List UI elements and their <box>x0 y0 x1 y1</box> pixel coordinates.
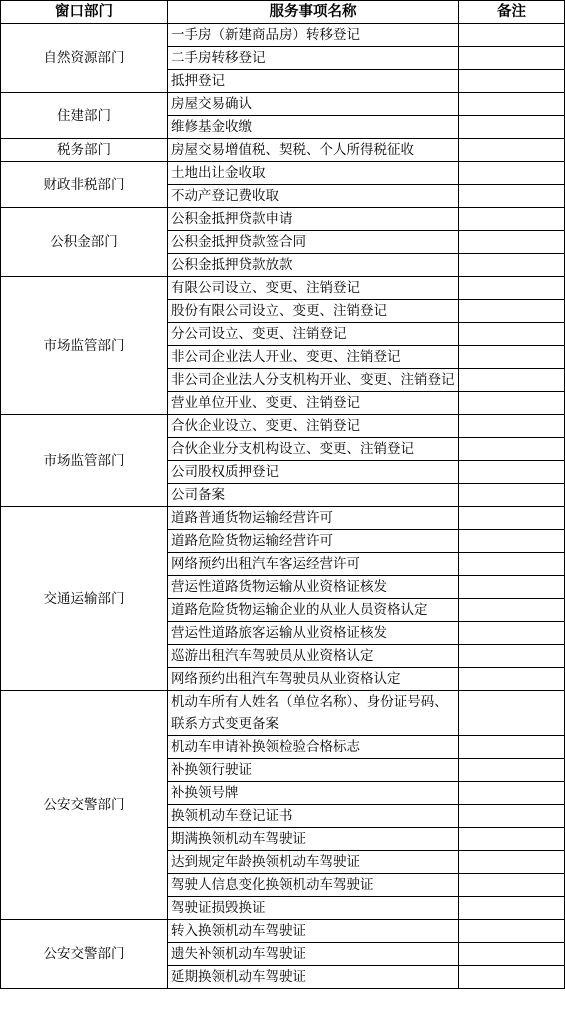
note-cell <box>459 438 565 461</box>
note-cell <box>459 920 565 943</box>
table-row <box>1 920 565 943</box>
table-row <box>1 277 565 300</box>
note-cell <box>459 300 565 323</box>
note-cell <box>459 208 565 231</box>
note-cell <box>459 185 565 208</box>
table-row <box>1 208 565 231</box>
service-cell: 股份有限公司设立、变更、注销登记 <box>168 300 459 323</box>
service-cell: 驾驶人信息变化换领机动车驾驶证 <box>168 874 459 897</box>
service-cell: 公司备案 <box>168 484 459 507</box>
service-cell: 维修基金收缴 <box>168 116 459 139</box>
service-cell: 道路危险货物运输企业的从业人员资格认定 <box>168 599 459 622</box>
service-cell: 遗失补领机动车驾驶证 <box>168 943 459 966</box>
note-cell <box>459 553 565 576</box>
table-row <box>1 93 565 116</box>
note-cell <box>459 323 565 346</box>
note-cell <box>459 530 565 553</box>
table-row <box>1 691 565 736</box>
service-cell: 机动车所有人姓名（单位名称）、身份证号码、联系方式变更备案 <box>168 691 459 736</box>
note-cell <box>459 116 565 139</box>
service-cell: 换领机动车登记证书 <box>168 805 459 828</box>
note-cell <box>459 254 565 277</box>
service-cell: 网络预约出租汽车驾驶员从业资格认定 <box>168 668 459 691</box>
note-cell <box>459 139 565 162</box>
dept-cell: 公安交警部门 <box>1 920 168 989</box>
service-cell: 非公司企业法人开业、变更、注销登记 <box>168 346 459 369</box>
service-cell: 有限公司设立、变更、注销登记 <box>168 277 459 300</box>
service-cell: 土地出让金收取 <box>168 162 459 185</box>
note-cell <box>459 162 565 185</box>
table-row <box>1 139 565 162</box>
note-cell <box>459 231 565 254</box>
note-cell <box>459 484 565 507</box>
service-cell: 公积金抵押贷款申请 <box>168 208 459 231</box>
service-cell: 抵押登记 <box>168 70 459 93</box>
note-cell <box>459 576 565 599</box>
table-row <box>1 24 565 47</box>
note-cell <box>459 897 565 920</box>
note-cell <box>459 507 565 530</box>
dept-cell: 市场监管部门 <box>1 277 168 415</box>
note-cell <box>459 392 565 415</box>
note-cell <box>459 874 565 897</box>
note-cell <box>459 805 565 828</box>
service-cell: 公积金抵押贷款放款 <box>168 254 459 277</box>
service-cell: 网络预约出租汽车客运经营许可 <box>168 553 459 576</box>
dept-cell: 住建部门 <box>1 93 168 139</box>
dept-cell: 财政非税部门 <box>1 162 168 208</box>
note-cell <box>459 70 565 93</box>
table-row <box>1 162 565 185</box>
note-cell <box>459 943 565 966</box>
service-cell: 合伙企业设立、变更、注销登记 <box>168 415 459 438</box>
note-cell <box>459 736 565 759</box>
note-cell <box>459 599 565 622</box>
service-cell: 转入换领机动车驾驶证 <box>168 920 459 943</box>
service-cell: 非公司企业法人分支机构开业、变更、注销登记 <box>168 369 459 392</box>
service-cell: 巡游出租汽车驾驶员从业资格认定 <box>168 645 459 668</box>
service-cell: 期满换领机动车驾驶证 <box>168 828 459 851</box>
note-cell <box>459 277 565 300</box>
note-cell <box>459 415 565 438</box>
header-row <box>1 1 565 24</box>
table-row <box>1 507 565 530</box>
note-cell <box>459 93 565 116</box>
note-cell <box>459 622 565 645</box>
service-cell: 营运性道路旅客运输从业资格证核发 <box>168 622 459 645</box>
note-cell <box>459 346 565 369</box>
service-cell: 道路危险货物运输经营许可 <box>168 530 459 553</box>
service-cell: 公司股权质押登记 <box>168 461 459 484</box>
note-cell <box>459 369 565 392</box>
service-cell: 补换领号牌 <box>168 782 459 805</box>
note-cell <box>459 966 565 989</box>
service-cell: 补换领行驶证 <box>168 759 459 782</box>
service-cell: 机动车申请补换领检验合格标志 <box>168 736 459 759</box>
service-cell: 合伙企业分支机构设立、变更、注销登记 <box>168 438 459 461</box>
service-cell: 不动产登记费收取 <box>168 185 459 208</box>
service-cell: 房屋交易增值税、契税、个人所得税征收 <box>168 139 459 162</box>
service-cell: 房屋交易确认 <box>168 93 459 116</box>
note-cell <box>459 691 565 736</box>
table-row <box>1 415 565 438</box>
note-cell <box>459 645 565 668</box>
table-body <box>1 24 565 989</box>
service-cell: 二手房转移登记 <box>168 47 459 70</box>
note-cell <box>459 668 565 691</box>
header-dept: 窗口部门 <box>1 1 168 24</box>
note-cell <box>459 828 565 851</box>
service-cell: 公积金抵押贷款签合同 <box>168 231 459 254</box>
note-cell <box>459 851 565 874</box>
service-cell: 分公司设立、变更、注销登记 <box>168 323 459 346</box>
dept-cell: 自然资源部门 <box>1 24 168 93</box>
service-cell: 一手房（新建商品房）转移登记 <box>168 24 459 47</box>
header-service: 服务事项名称 <box>168 1 459 24</box>
dept-cell: 公安交警部门 <box>1 691 168 920</box>
note-cell <box>459 47 565 70</box>
service-cell: 驾驶证损毁换证 <box>168 897 459 920</box>
dept-cell: 公积金部门 <box>1 208 168 277</box>
service-cell: 延期换领机动车驾驶证 <box>168 966 459 989</box>
note-cell <box>459 24 565 47</box>
note-cell <box>459 461 565 484</box>
service-cell: 营业单位开业、变更、注销登记 <box>168 392 459 415</box>
service-cell: 营运性道路货物运输从业资格证核发 <box>168 576 459 599</box>
note-cell <box>459 782 565 805</box>
dept-cell: 市场监管部门 <box>1 415 168 507</box>
service-cell: 道路普通货物运输经营许可 <box>168 507 459 530</box>
dept-cell: 交通运输部门 <box>1 507 168 691</box>
dept-cell: 税务部门 <box>1 139 168 162</box>
header-note: 备注 <box>459 1 565 24</box>
service-cell: 达到规定年龄换领机动车驾驶证 <box>168 851 459 874</box>
note-cell <box>459 759 565 782</box>
